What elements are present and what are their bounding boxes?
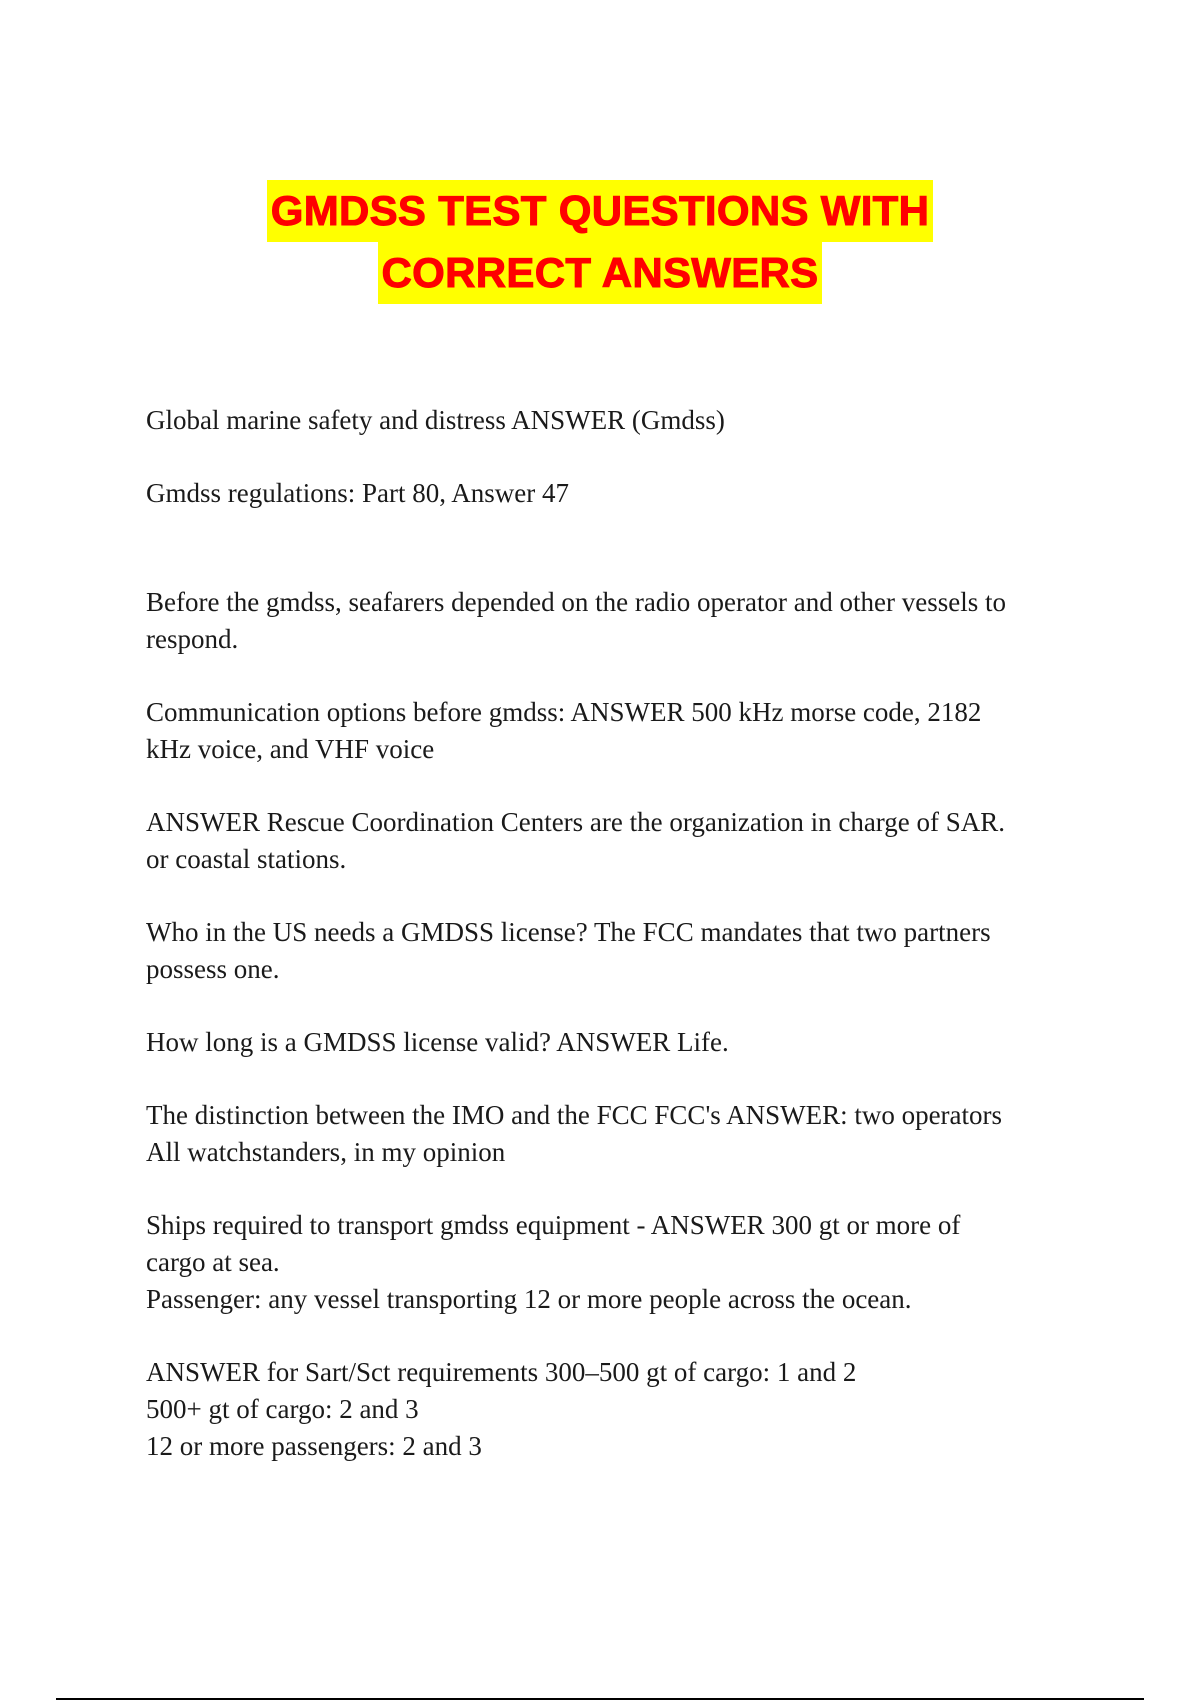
paragraph-line: respond. — [146, 624, 239, 654]
paragraph-6 — [146, 914, 1066, 988]
paragraph-2 — [146, 475, 1066, 512]
paragraph-line: cargo at sea. — [146, 1247, 280, 1277]
paragraph-8 — [146, 1097, 1066, 1171]
paragraph-line: Before the gmdss, seafarers depended on the radio operator and other vessels to — [146, 587, 1006, 617]
paragraph-line: kHz voice, and VHF voice — [146, 734, 435, 764]
paragraph-3 — [146, 584, 1066, 658]
paragraph-10 — [146, 1354, 1066, 1465]
title-line-1: GMDSS TEST QUESTIONS WITH — [267, 180, 934, 242]
paragraph-line: Communication options before gmdss: ANSWER 500 kHz morse code, 2182 — [146, 697, 982, 727]
paragraph-line: possess one. — [146, 954, 280, 984]
paragraph-line: All watchstanders, in my opinion — [146, 1137, 506, 1167]
paragraph-line: Global marine safety and distress ANSWER (Gmdss) — [146, 405, 725, 435]
paragraph-line: 12 or more passengers: 2 and 3 — [146, 1431, 482, 1461]
paragraph-line: ANSWER for Sart/Sct requirements 300–500 gt of cargo: 1 and 2 — [146, 1357, 857, 1387]
paragraph-7 — [146, 1024, 1066, 1061]
paragraph-9 — [146, 1207, 1066, 1318]
paragraph-1 — [146, 402, 1066, 439]
document-body — [146, 402, 1066, 1501]
paragraph-line: How long is a GMDSS license valid? ANSWER Life. — [146, 1027, 729, 1057]
paragraph-5 — [146, 804, 1066, 878]
document-title — [0, 180, 1200, 304]
paragraph-line: Ships required to transport gmdss equipment - ANSWER 300 gt or more of — [146, 1210, 961, 1240]
title-line-2: CORRECT ANSWERS — [378, 242, 823, 304]
paragraph-line: Gmdss regulations: Part 80, Answer 47 — [146, 478, 569, 508]
paragraph-4 — [146, 694, 1066, 768]
paragraph-line: Passenger: any vessel transporting 12 or more people across the ocean. — [146, 1284, 912, 1314]
paragraph-line: or coastal stations. — [146, 844, 347, 874]
paragraph-line: ANSWER Rescue Coordination Centers are the organization in charge of SAR. — [146, 807, 1006, 837]
paragraph-line: 500+ gt of cargo: 2 and 3 — [146, 1394, 419, 1424]
paragraph-line: The distinction between the IMO and the FCC FCC's ANSWER: two operators — [146, 1100, 1003, 1130]
paragraph-line: Who in the US needs a GMDSS license? The FCC mandates that two partners — [146, 917, 991, 947]
